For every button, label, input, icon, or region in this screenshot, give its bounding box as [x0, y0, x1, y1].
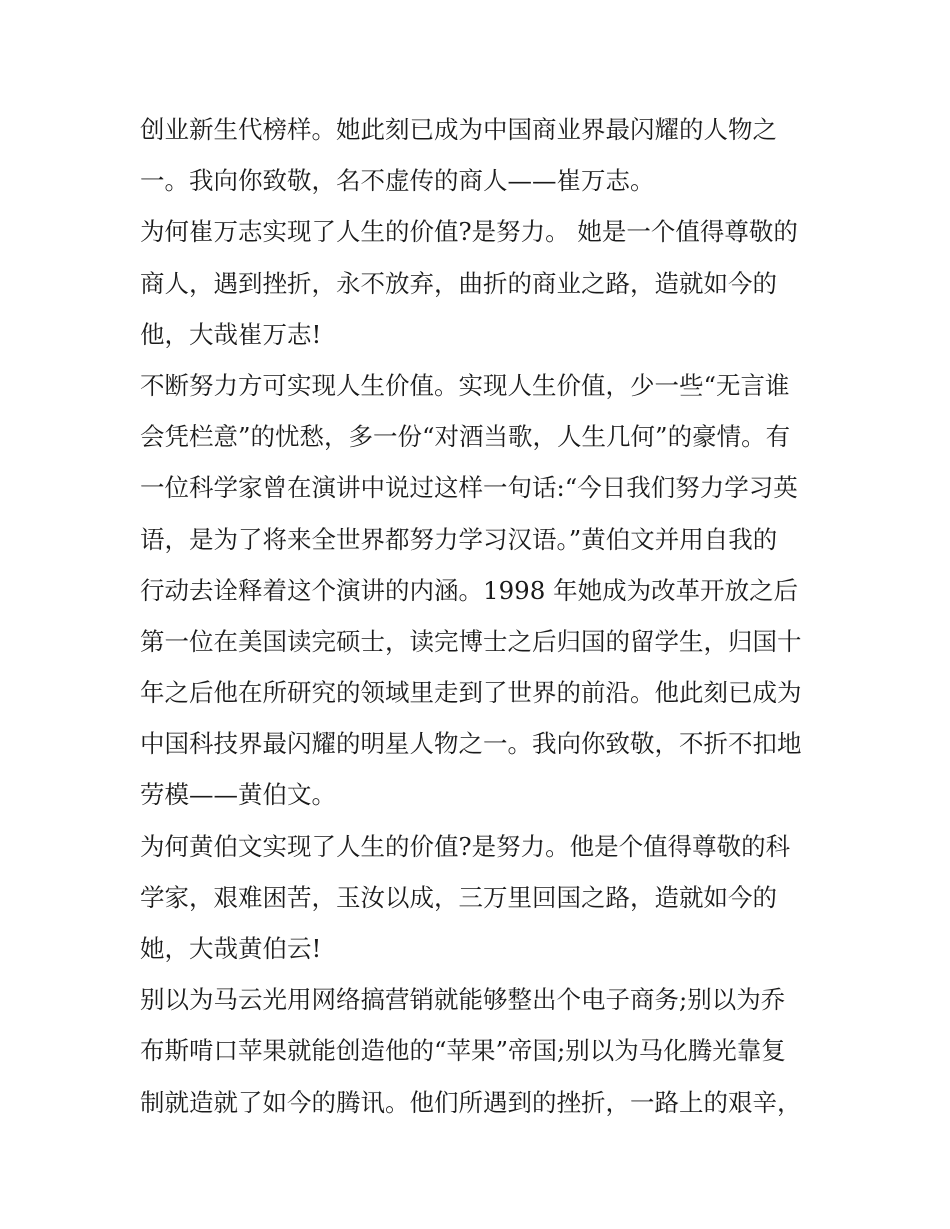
text-line: 为何崔万志实现了人生的价值?是努力。 她是一个值得尊敬的: [140, 217, 798, 247]
text-line: 她，大哉黄伯云!: [140, 934, 322, 963]
text-line: 第一位在美国读完硕士，读完博士之后归国的留学生，归国十: [140, 626, 802, 656]
text-line: 一位科学家曾在演讲中说过这样一句话:“今日我们努力学习英: [140, 473, 798, 503]
text-line: 为何黄伯文实现了人生的价值?是努力。他是个值得尊敬的科: [140, 831, 791, 861]
text-line: 中国科技界最闪耀的明星人物之一。我向你致敬，不折不扣地: [140, 729, 802, 759]
text-line: 不断努力方可实现人生价值。实现人生价值，少一些“无言谁: [140, 370, 790, 400]
text-line: 学家，艰难困苦，玉汝以成，三万里回国之路，造就如今的: [140, 882, 777, 912]
text-line: 一。我向你致敬，名不虚传的商人——崔万志。: [140, 166, 655, 196]
text-line: 商人，遇到挫折，永不放弃，曲折的商业之路，造就如今的: [140, 268, 777, 298]
text-line: 劳模——黄伯文。: [140, 780, 336, 810]
text-line: 会凭栏意”的忧愁，多一份“对酒当歌，人生几何”的豪情。有: [140, 422, 791, 452]
text-line: 行动去诠释着这个演讲的内涵。1998 年她成为改革开放之后: [140, 575, 799, 605]
text-line: 语，是为了将来全世界都努力学习汉语。”黄伯文并用自我的: [140, 524, 778, 554]
text-line: 制就造就了如今的腾讯。他们所遇到的挫折，一路上的艰辛，: [140, 1087, 802, 1117]
text-line: 年之后他在所研究的领域里走到了世界的前沿。他此刻已成为: [140, 678, 802, 708]
text-line: 布斯啃口苹果就能创造他的“苹果”帝国;别以为马化腾光靠复: [140, 1036, 786, 1066]
text-line: 他，大哉崔万志!: [140, 319, 322, 349]
text-line: 创业新生代榜样。她此刻已成为中国商业界最闪耀的人物之: [140, 115, 777, 144]
body-text: [140, 104, 820, 1128]
text-line: 别以为马云光用网络搞营销就能够整出个电子商务;别以为乔: [140, 985, 786, 1015]
